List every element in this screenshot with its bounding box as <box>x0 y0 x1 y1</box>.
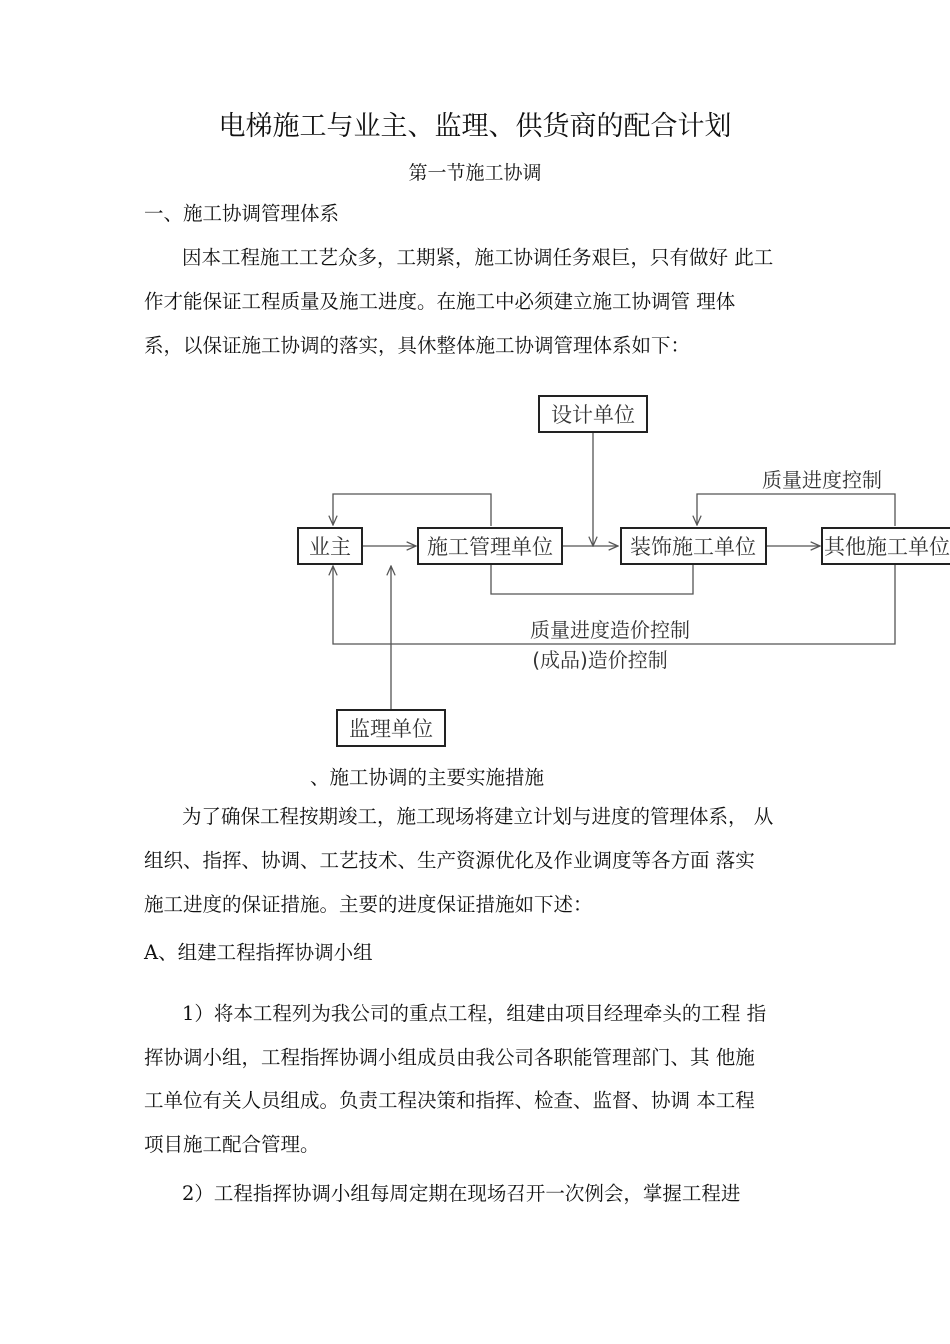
label-design-unit: 设计单位 <box>551 403 635 427</box>
para3-line-4: 项目施工配合管理。 <box>144 1133 320 1156</box>
para1-line-2: 作才能保证工程质量及施工进度。在施工中必须建立施工协调管 理体 <box>144 290 736 313</box>
label-product-cost: (成品)造价控制 <box>532 648 668 672</box>
para3-line-3: 工单位有关人员组成。负责工程决策和指挥、检查、监督、协调 本工程 <box>144 1089 755 1112</box>
para2-line-3: 施工进度的保证措施。主要的进度保证措施如下述： <box>144 893 593 916</box>
edge-quality-progress-loop <box>697 494 895 526</box>
edge-mgmt-to-owner <box>333 494 491 526</box>
para2-line-1: 为了确保工程按期竣工，施工现场将建立计划与进度的管理体系， 从 <box>182 805 774 828</box>
label-supervisor: 监理单位 <box>349 717 433 741</box>
section2-heading: 、施工协调的主要实施措施 <box>310 766 545 789</box>
para2-line-2: 组织、指挥、协调、工艺技术、生产资源优化及作业调度等各方面 落实 <box>144 849 755 872</box>
para3-line-1: 1）将本工程列为我公司的重点工程，组建由项目经理牵头的工程 指 <box>182 1002 767 1025</box>
coordination-diagram <box>0 380 950 760</box>
edge-mgmt-decor-bottom-loop <box>491 564 693 594</box>
section-subtitle: 第一节施工协调 <box>408 162 542 184</box>
label-owner: 业主 <box>309 535 351 559</box>
para1-line-1: 因本工程施工工艺众多，工期紧，施工协调任务艰巨，只有做好 此工 <box>182 246 774 269</box>
label-other-construction: 其他施工单位 <box>824 535 950 559</box>
label-decoration-construction: 装饰施工单位 <box>630 535 756 559</box>
label-construction-management: 施工管理单位 <box>427 535 553 559</box>
section1-heading: 一、施工协调管理体系 <box>144 202 340 225</box>
subheading-a: A、组建工程指挥协调小组 <box>144 941 373 964</box>
para3-line-2: 挥协调小组，工程指挥协调小组成员由我公司各职能管理部门、其 他施 <box>144 1046 755 1069</box>
para4-line-1: 2）工程指挥协调小组每周定期在现场召开一次例会，掌握工程进 <box>182 1182 741 1205</box>
label-quality-progress-cost: 质量进度造价控制 <box>530 618 690 642</box>
label-quality-progress: 质量进度控制 <box>762 468 882 492</box>
para1-line-3: 系，以保证施工协调的落实，具休整体施工协调管理体系如下： <box>144 334 691 357</box>
document-title: 电梯施工与业主、监理、供货商的配合计划 <box>218 111 732 142</box>
